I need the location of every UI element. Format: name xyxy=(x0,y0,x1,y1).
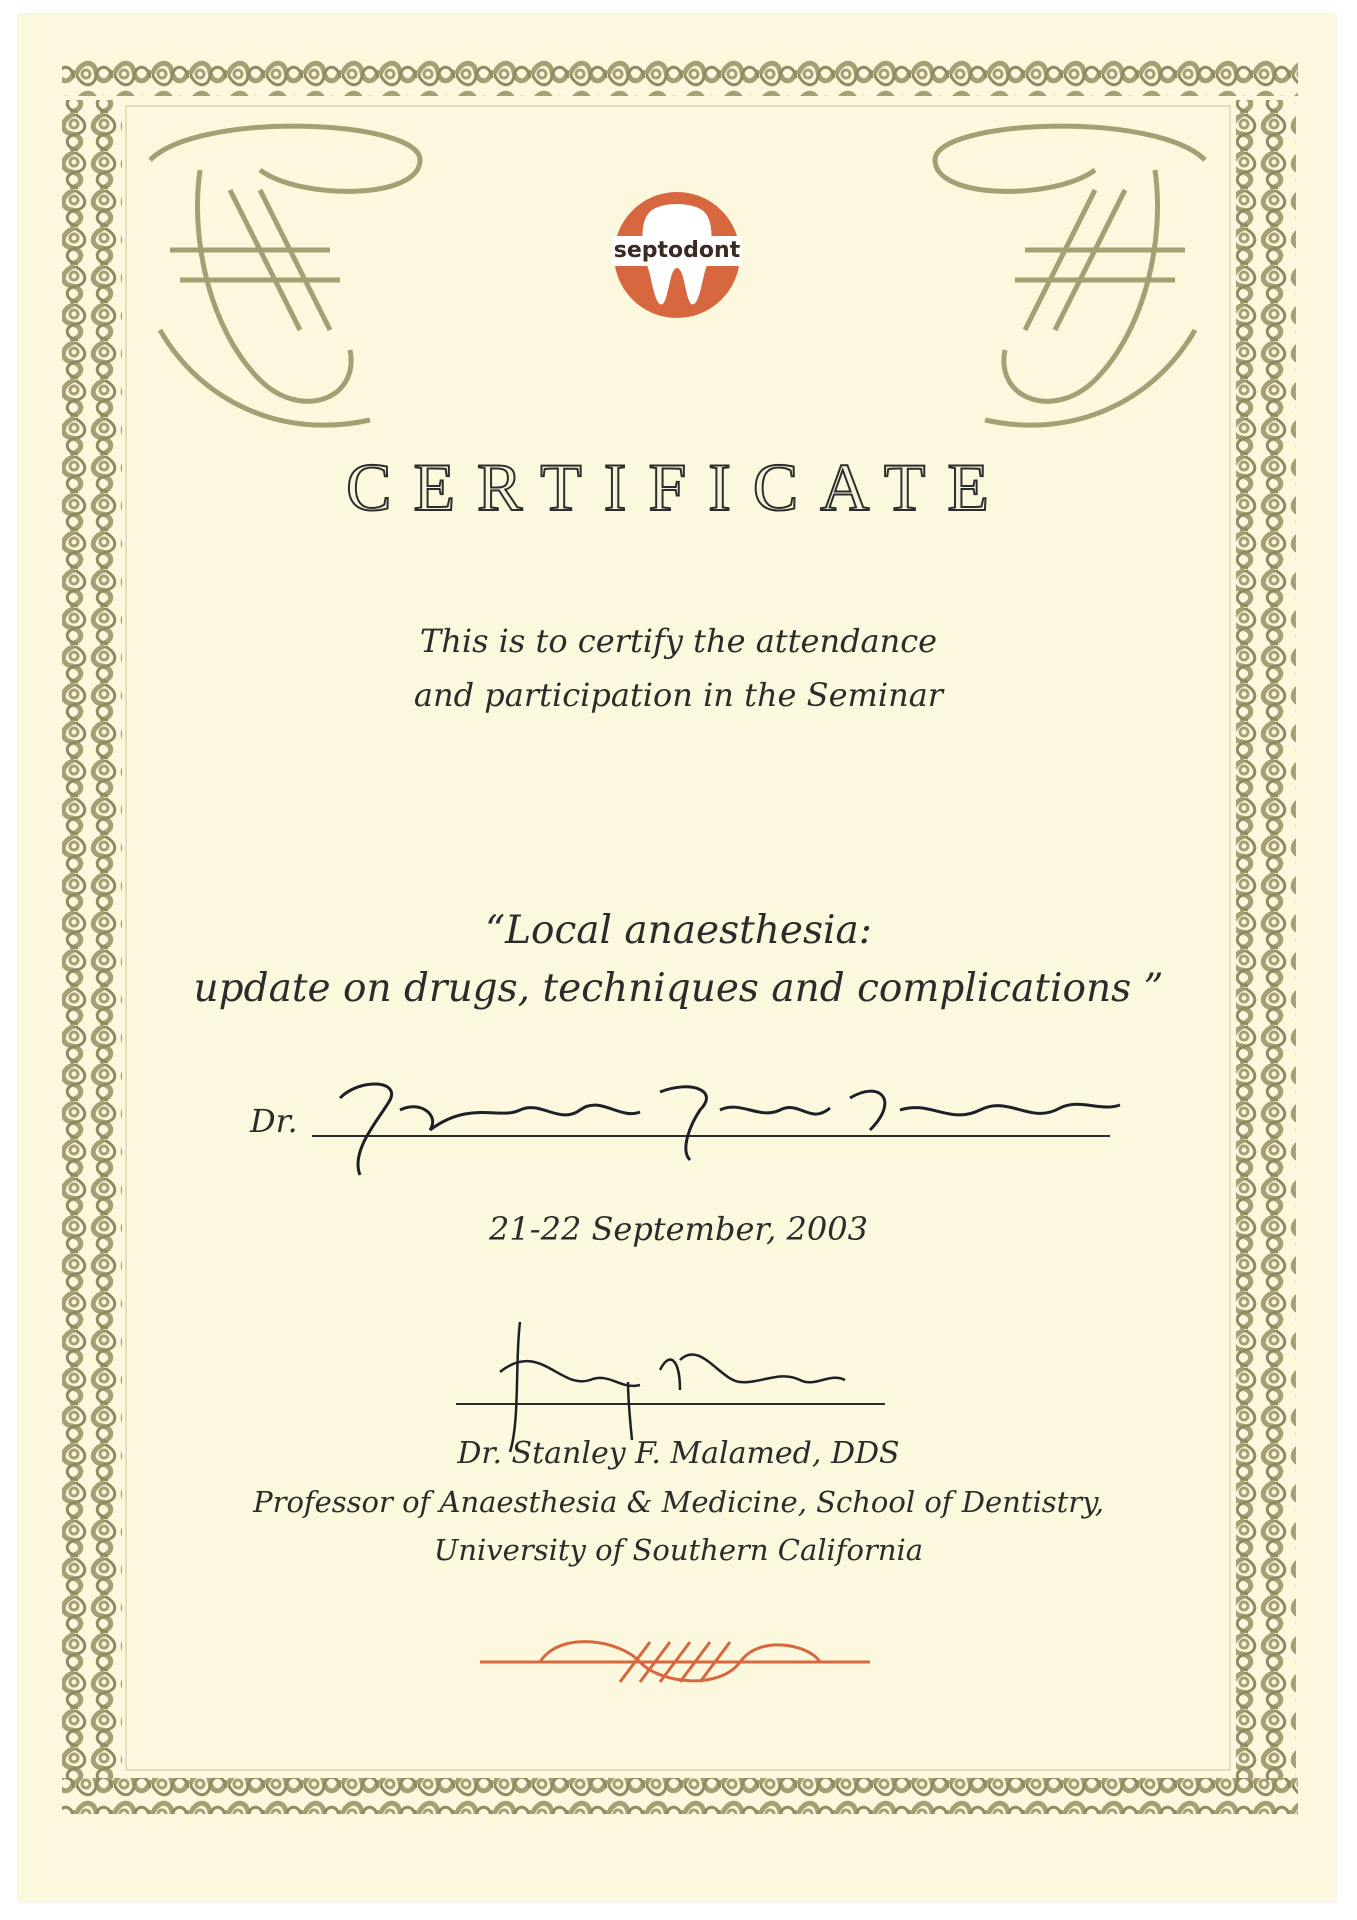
border-bottom xyxy=(62,1778,1298,1814)
recipient-prefix: Dr. xyxy=(250,1102,298,1140)
border-top xyxy=(62,60,1298,96)
seminar-line-1: “Local anaesthesia: xyxy=(485,908,872,953)
recipient-name-handwriting xyxy=(340,1084,1120,1175)
flourish-top-right xyxy=(935,126,1205,425)
flourish-top-left xyxy=(150,126,420,425)
certificate-title: CERTIFICATE xyxy=(346,449,1011,525)
intro-line-1: This is to certify the attendance xyxy=(419,622,938,660)
seminar-line-2: update on drugs, techniques and complications ” xyxy=(193,966,1164,1011)
intro-text xyxy=(0,614,1357,722)
signer-title: Professor of Anaesthesia & Medicine, School of Dentistry, xyxy=(253,1485,1104,1519)
bottom-flourish xyxy=(480,1642,870,1682)
signer-name: Dr. Stanley F. Malamed, DDS xyxy=(457,1436,900,1471)
intro-line-2: and participation in the Seminar xyxy=(413,676,944,714)
seminar-title xyxy=(0,902,1357,1018)
brand-logo xyxy=(612,190,742,320)
seminar-date: 21-22 September, 2003 xyxy=(489,1210,868,1248)
brand-name: septodont xyxy=(612,236,742,266)
signer-university: University of Southern California xyxy=(433,1533,924,1567)
